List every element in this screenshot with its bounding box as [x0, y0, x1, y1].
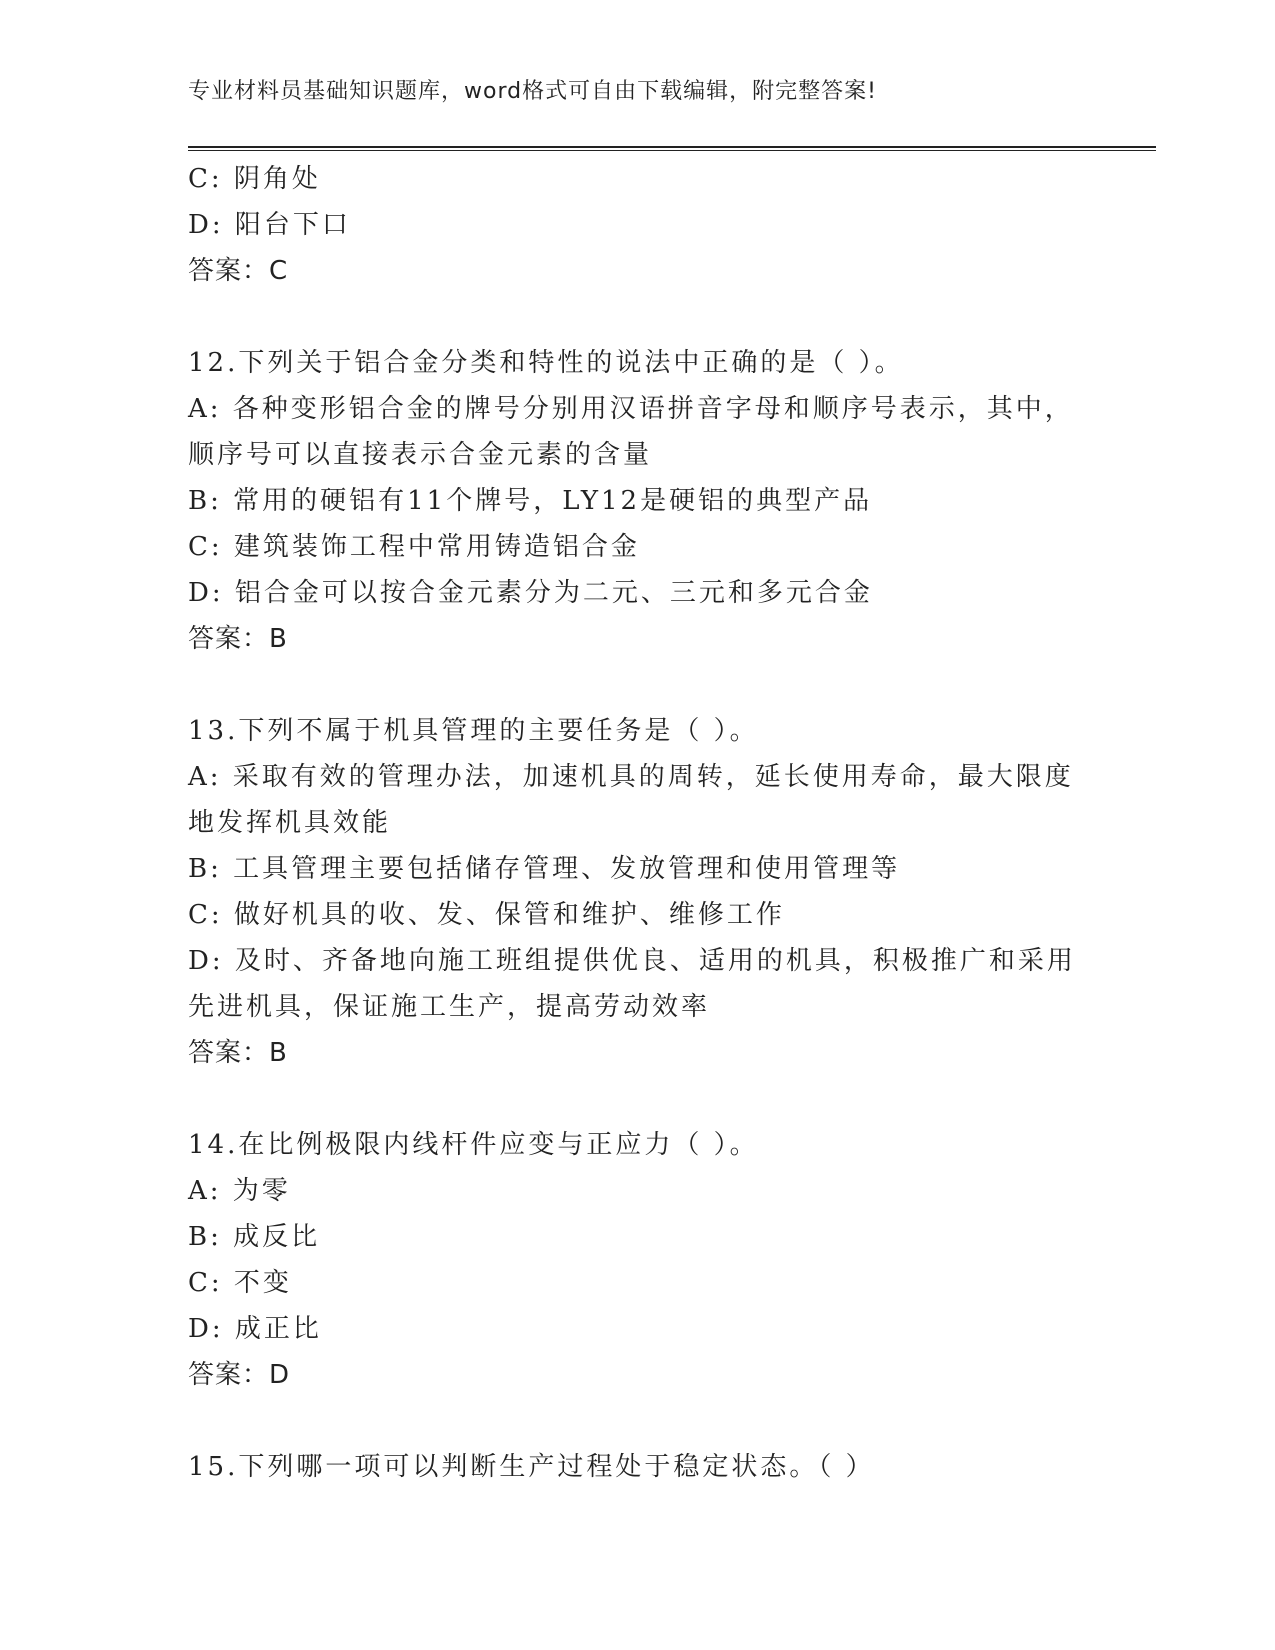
answer-line: 答案：D [188, 1360, 291, 1390]
option-line: 地发挥机具效能 [188, 808, 392, 838]
spacer [188, 294, 1088, 340]
question-content [188, 156, 1088, 1490]
option-line: C: 不变 [188, 1268, 292, 1298]
option-line: B: 工具管理主要包括储存管理、发放管理和使用管理等 [188, 854, 901, 884]
answer-line: 答案：C [188, 256, 289, 286]
option-line: A: 各种变形铝合金的牌号分别用汉语拼音字母和顺序号表示，其中， [188, 394, 1074, 424]
page-header: 专业材料员基础知识题库，word格式可自由下载编辑，附完整答案! [188, 79, 877, 104]
answer-line: 答案：B [188, 1038, 288, 1068]
question-stem: 15.下列哪一项可以判断生产过程处于稳定状态。（ ） [188, 1452, 875, 1482]
answer-line: 答案：B [188, 624, 288, 654]
option-line: 先进机具，保证施工生产，提高劳动效率 [188, 992, 711, 1022]
spacer [188, 1076, 1088, 1122]
option-line: D: 成正比 [188, 1314, 322, 1344]
question-stem: 13.下列不属于机具管理的主要任务是（ ）。 [188, 716, 759, 746]
option-line: A: 为零 [188, 1176, 291, 1206]
question-stem: 12.下列关于铝合金分类和特性的说法中正确的是（ ）。 [188, 348, 904, 378]
option-line: B: 常用的硬铝有11个牌号，LY12是硬铝的典型产品 [188, 486, 873, 516]
option-line: C: 建筑装饰工程中常用铸造铝合金 [188, 532, 640, 562]
option-line: B: 成反比 [188, 1222, 321, 1252]
question-stem: 14.在比例极限内线杆件应变与正应力（ ）。 [188, 1130, 759, 1160]
option-line: D: 阳台下口 [188, 210, 351, 240]
option-line: C: 做好机具的收、发、保管和维护、维修工作 [188, 900, 785, 930]
option-line: A: 采取有效的管理办法，加速机具的周转，延长使用寿命，最大限度 [188, 762, 1074, 792]
option-line: D: 及时、齐备地向施工班组提供优良、适用的机具，积极推广和采用 [188, 946, 1076, 976]
option-line: D: 铝合金可以按合金元素分为二元、三元和多元合金 [188, 578, 873, 608]
option-line: 顺序号可以直接表示合金元素的含量 [188, 440, 653, 470]
header-divider [188, 146, 1156, 151]
option-line: C: 阴角处 [188, 164, 321, 194]
spacer [188, 662, 1088, 708]
spacer [188, 1398, 1088, 1444]
